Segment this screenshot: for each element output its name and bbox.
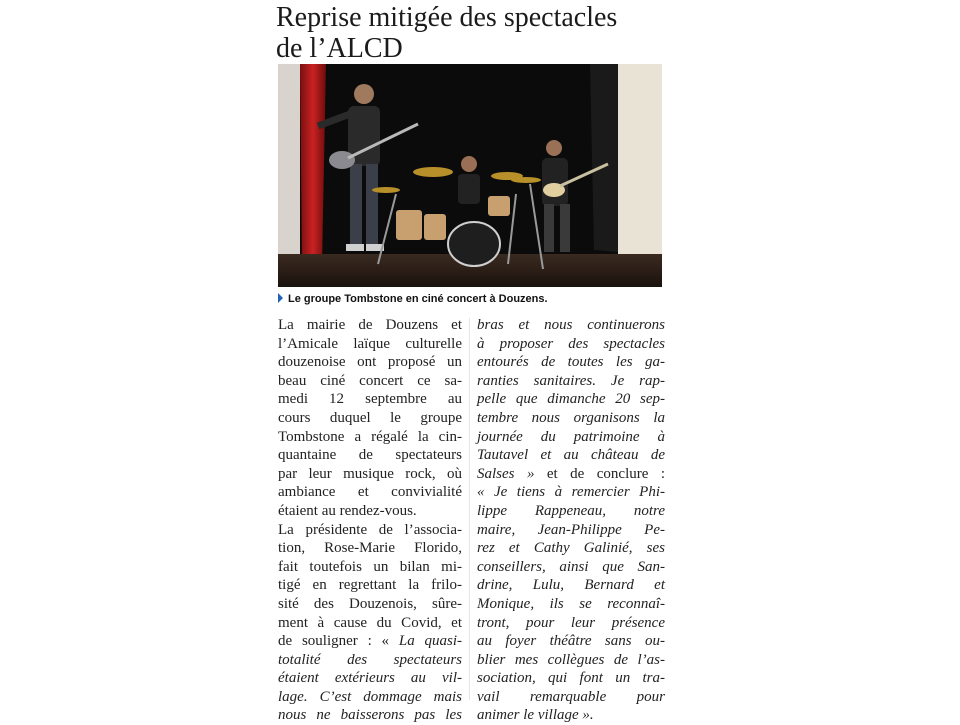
article-line: nous ne baisserons pas les (278, 707, 462, 724)
article-column-1 (278, 316, 462, 725)
article-line: Monique, ils se reconnaî- (477, 595, 665, 612)
headline-line: de l’ALCD (276, 33, 403, 64)
article-column-2 (477, 316, 665, 725)
article-line: fait toutefois un bilan mi- (278, 558, 462, 575)
article-line: « Je tiens à remercier Phi- (477, 484, 665, 501)
article-line: blier mes collègues de l’as- (477, 651, 665, 668)
article-line: au foyer théâtre sans ou- (477, 633, 665, 650)
article-line: vail remarquable pour (477, 688, 665, 705)
article-line: de souligner : « La quasi- (278, 633, 463, 650)
article-line: totalité des spectateurs (278, 651, 462, 668)
article-line: lage. C’est dommage mais (278, 688, 462, 705)
article-line: Salses » et de conclure : (477, 465, 666, 482)
article-line: La mairie de Douzens et (278, 317, 462, 333)
caption-text: Le groupe Tombstone en ciné concert à Douzens. (288, 293, 548, 305)
article-line: beau ciné concert ce sa- (278, 372, 462, 389)
article-line: tigé en regrettant la frilo- (278, 577, 462, 594)
article-line: journée du patrimoine à (477, 428, 665, 445)
column-divider (469, 318, 470, 700)
article-line: pelle que dimanche 20 sep- (477, 391, 665, 408)
article-line: animer le village ». (477, 707, 594, 724)
caption-marker-icon (278, 293, 283, 303)
article-line: quantaine de spectateurs (278, 447, 462, 464)
article-line: maire, Jean-Philippe Pe- (477, 521, 665, 538)
article-line: par leur musique rock, où (278, 465, 462, 482)
article-line: sociation, qui font un tra- (477, 670, 665, 687)
article-line: lippe Rappeneau, notre (477, 502, 665, 519)
article-line: sité des Douzenois, sûre- (278, 595, 462, 612)
article-line: conseillers, ainsi que San- (477, 558, 665, 575)
article-line: bras et nous continuerons (477, 317, 665, 333)
article-line: Tombstone a régalé la cin- (278, 428, 462, 445)
article-line: cours duquel le groupe (278, 409, 462, 426)
article-line: Tautavel et au château de (477, 447, 665, 464)
article-line: étaient au rendez-vous. (278, 502, 417, 519)
photo-caption (278, 292, 662, 306)
article-line: drine, Lulu, Bernard et (477, 577, 665, 594)
article-line: ambiance et convivialité (278, 484, 462, 501)
article-line: tront, pour leur présence (477, 614, 665, 631)
article-line: entourés de toutes les ga- (477, 354, 665, 371)
article-line: La présidente de l’associa- (278, 521, 462, 538)
concert-photo-illustration (278, 64, 662, 287)
headline-line: Reprise mitigée des spectacles (276, 2, 618, 33)
article-line: ranties sanitaires. Je rap- (477, 372, 665, 389)
article-line: ment à cause du Covid, et (278, 614, 462, 631)
article-line: à proposer des spectacles (477, 335, 665, 352)
article-headline (276, 2, 676, 64)
article-line: rez et Cathy Galinié, ses (477, 540, 665, 557)
concert-photo (278, 64, 662, 287)
article-line: l’Amicale laïque culturelle (278, 335, 462, 352)
article-line: tembre nous organisons la (477, 409, 665, 426)
article-line: étaient extérieurs au vil- (278, 670, 462, 687)
article-line: douzenoise ont proposé un (278, 354, 462, 371)
article-line: tion, Rose-Marie Florido, (278, 540, 462, 557)
article-line: medi 12 septembre au (278, 391, 462, 408)
